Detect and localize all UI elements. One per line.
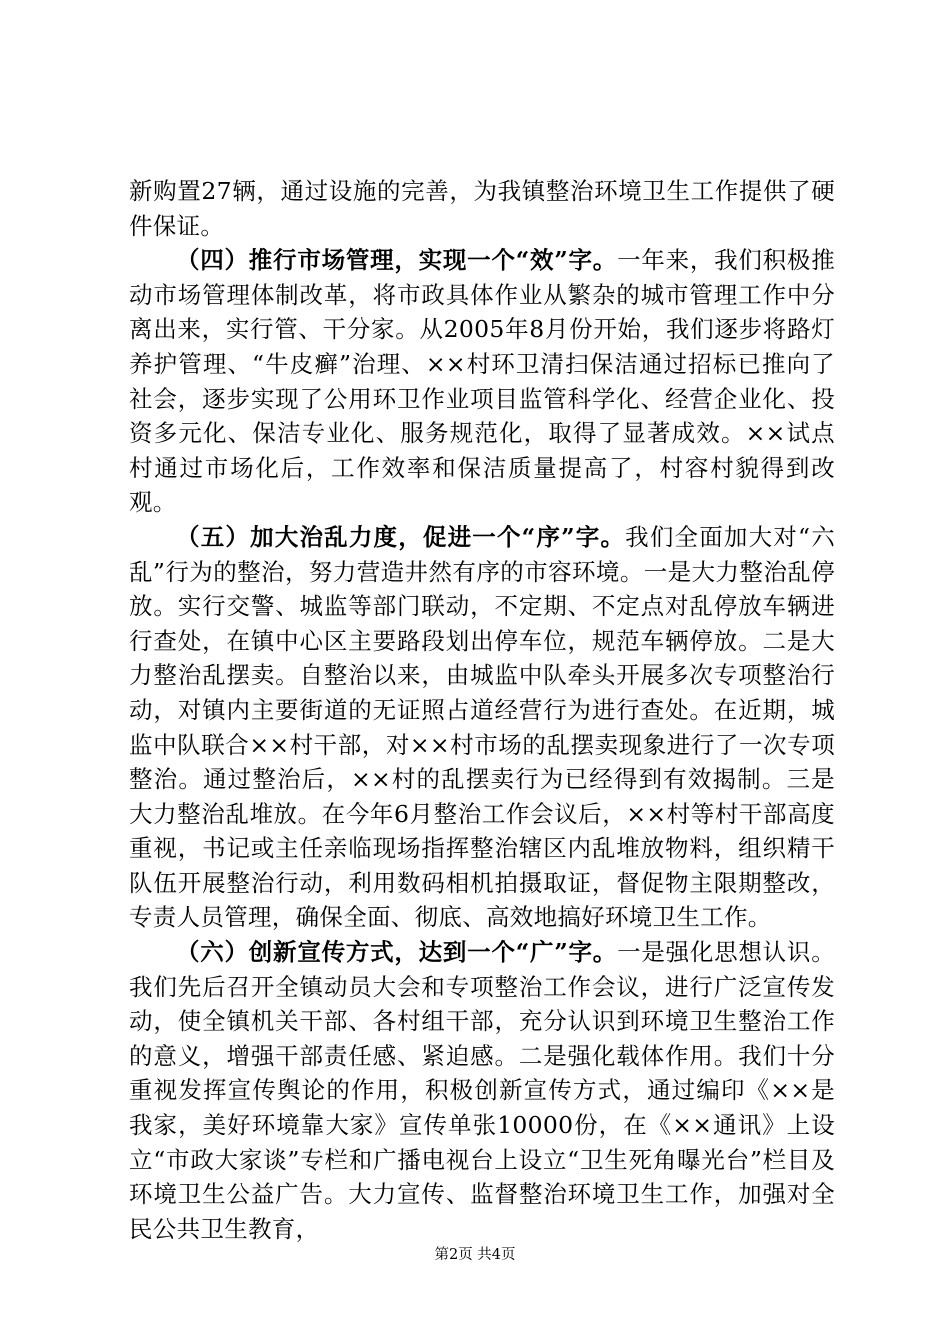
paragraph-1 bbox=[129, 174, 835, 243]
paragraph-1-text: 新购置27辆，通过设施的完善，为我镇整治环境卫生工作提供了硬件保证。 bbox=[129, 177, 835, 240]
section-heading-4: （四）推行市场管理，实现一个“效”字。 bbox=[176, 246, 618, 275]
page-number: 第2页 共4页 bbox=[434, 1247, 516, 1263]
section-heading-5: （五）加大治乱力度，促进一个“序”字。 bbox=[176, 522, 626, 551]
paragraph-3 bbox=[129, 520, 835, 935]
paragraph-2-text: 一年来，我们积极推动市场管理体制改革，将市政具体作业从繁杂的城市管理工作中分离出来，实行管、干分家。从2005年8月份开始，我们逐步将路灯养护管理、“牛皮癣”治理、××村环卫清扫保洁通过招标已推向了社会，逐步实现了公用环卫作业项目监管科学化、经营企业化、投资多元化、保洁专业化、服务规范化，取得了显著成效。××试点村通过市场化后，工作效率和保洁质量提高了，村容村貌得到改观。 bbox=[129, 246, 836, 517]
paragraph-4 bbox=[129, 935, 835, 1246]
page-footer bbox=[0, 1245, 950, 1265]
document-body bbox=[129, 174, 835, 1246]
paragraph-4-text: 一是强化思想认识。我们先后召开全镇动员大会和专项整治工作会议，进行广泛宣传发动，使全镇机关干部、各村组干部，充分认识到环境卫生整治工作的意义，增强干部责任感、紧迫感。二是强化载体作用。我们十分重视发挥宣传舆论的作用，积极创新宣传方式，通过编印《××是我家，美好环境靠大家》宣传单张10000份，在《××通讯》上设立“市政大家谈”专栏和广播电视台上设立“卫生死角曝光台”栏目及环境卫生公益广告。大力宣传、监督整治环境卫生工作，加强对全民公共卫生教育， bbox=[129, 938, 836, 1243]
paragraph-2 bbox=[129, 243, 835, 520]
paragraph-3-text: 我们全面加大对“六乱”行为的整治，努力营造井然有序的市容环境。一是大力整治乱停放。实行交警、城监等部门联动，不定期、不定点对乱停放车辆进行查处，在镇中心区主要路段划出停车位，规范车辆停放。二是大力整治乱摆卖。自整治以来，由城监中队牵头开展多次专项整治行动，对镇内主要街道的无证照占道经营行为进行查处。在近期，城监中队联合××村干部，对××村市场的乱摆卖现象进行了一次专项整治。通过整治后，××村的乱摆卖行为已经得到有效揭制。三是大力整治乱堆放。在今年6月整治工作会议后，××村等村干部高度重视，书记或主任亲临现场指挥整治辖区内乱堆放物料，组织精干队伍开展整治行动，利用数码相机拍摄取证，督促物主限期整改，专责人员管理，确保全面、彻底、高效地搞好环境卫生工作。 bbox=[129, 522, 835, 932]
section-heading-6: （六）创新宣传方式，达到一个“广”字。 bbox=[176, 938, 618, 967]
